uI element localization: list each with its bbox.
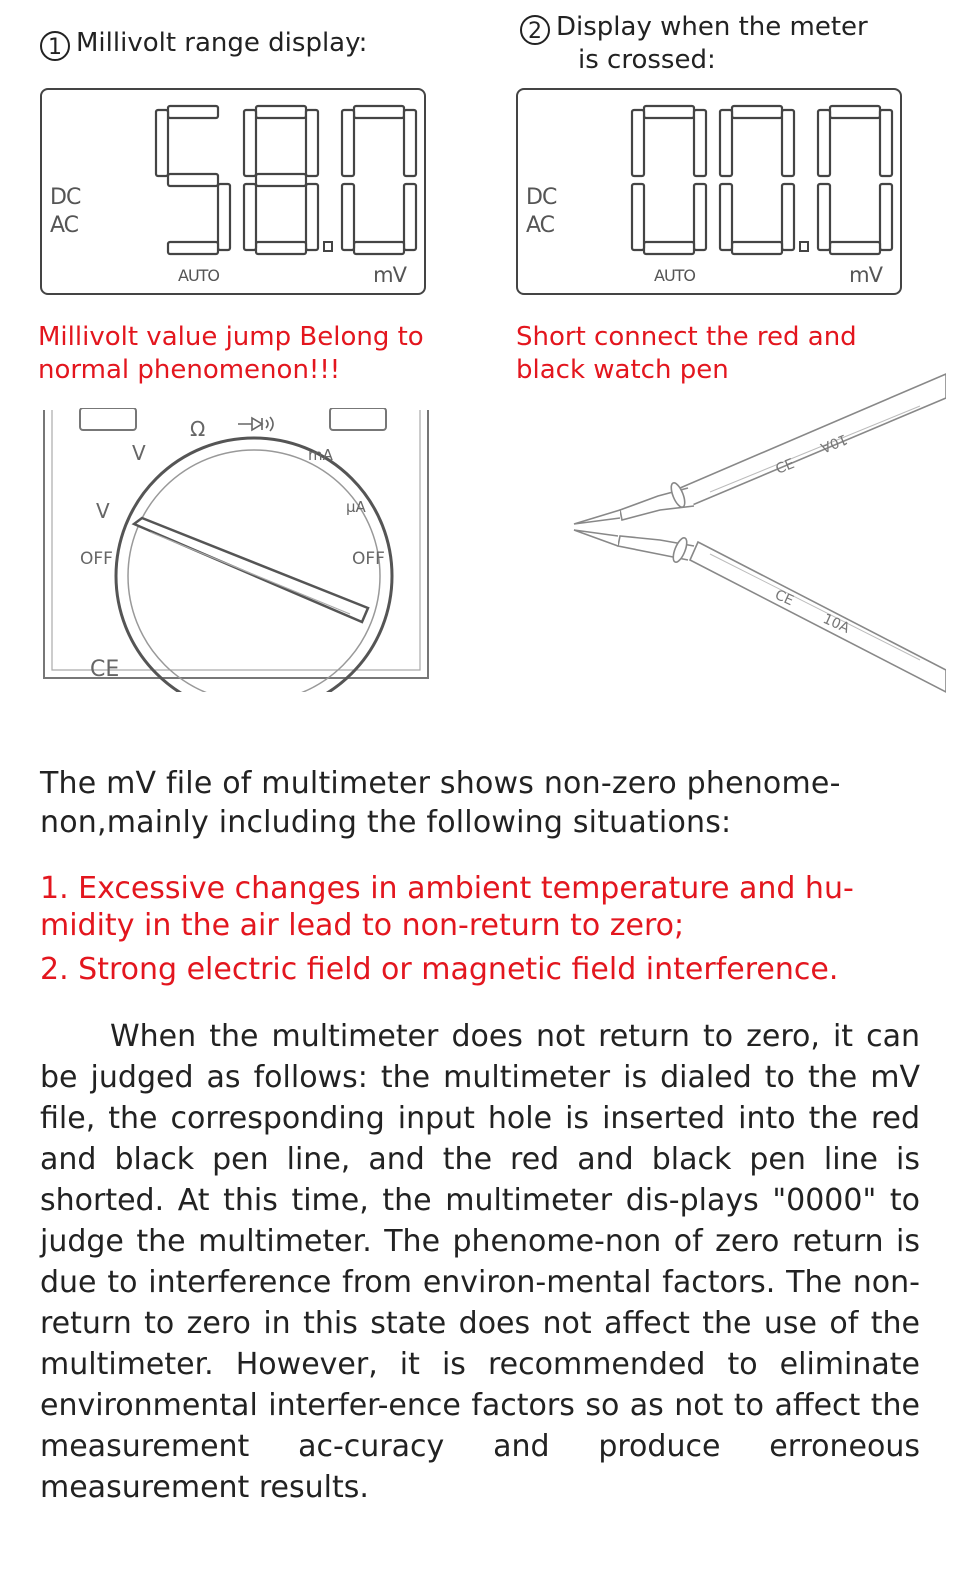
lcd-unit-label: mV <box>373 263 406 287</box>
panel2-note-line: Short connect the red and <box>516 322 857 352</box>
dc-volt-symbol: V <box>96 499 110 523</box>
probe-rating-bottom: 10A <box>820 611 852 637</box>
lcd-display-shorted <box>516 88 902 295</box>
list-item-line: 1. Excessive changes in ambient temperature and hu- <box>40 871 854 906</box>
probe-ce-mark: CE <box>773 455 797 478</box>
diode-buzzer-icon <box>238 417 273 431</box>
lcd-reading <box>150 102 420 262</box>
lcd-ac-label: AC <box>50 213 79 238</box>
panel1-note-line: Millivolt value jump Belong to <box>38 322 424 352</box>
ce-mark: CE <box>90 657 120 682</box>
panel2-heading <box>520 12 868 75</box>
panel1-note <box>38 321 424 387</box>
list-item <box>40 870 920 944</box>
situations-list <box>40 870 920 988</box>
microamp-symbol: μA <box>346 498 366 516</box>
off-right-label: OFF <box>352 549 385 569</box>
list-item <box>40 951 920 988</box>
number-badge-1: 1 <box>40 31 70 61</box>
probe-ce-mark-bottom: CE <box>772 587 796 610</box>
panel1-note-line: normal phenomenon!!! <box>38 355 341 385</box>
lcd-dc-label: DC <box>50 185 81 210</box>
intro-line: non,mainly including the following situations: <box>40 805 732 840</box>
lcd-ac-label: AC <box>526 213 555 238</box>
off-left-label: OFF <box>80 549 113 569</box>
ac-volt-symbol: V <box>132 441 146 465</box>
panel1-heading <box>40 28 367 61</box>
lcd-reading <box>626 102 896 262</box>
intro-paragraph <box>40 764 920 842</box>
number-badge-2: 2 <box>520 15 550 45</box>
panel2-heading-line2: is crossed: <box>578 45 716 75</box>
lcd-dc-label: DC <box>526 185 557 210</box>
panel2-note-line: black watch pen <box>516 355 729 385</box>
test-probes-illustration <box>560 370 946 700</box>
probe-rating-top: 10A <box>818 430 850 456</box>
explanation-paragraph: When the multimeter does not return to zero, it can be judged as follows: the multimeter is dialed to the mV file, the corresponding input hole is inserted into the red and black pen line, and the red and black pen line is shorted. At this time, the multimeter dis-plays "0000" to judge the multimeter. The phenome-non of zero return is due to interference from environ-mental factors. The non-return to zero in this state does not affect the use of the multimeter. However, it is recommended to eliminate environmental interfer-ence factors so as not to affect the measurement ac-curacy and produce erroneous measurement results. <box>40 1019 920 1505</box>
lcd-auto-label: AUTO <box>654 266 696 285</box>
intro-line: The mV file of multimeter shows non-zero phenome- <box>40 766 841 801</box>
lcd-auto-label: AUTO <box>178 266 220 285</box>
ohm-symbol: Ω <box>190 417 206 441</box>
milliamp-symbol: mA <box>308 446 333 464</box>
panel1-heading-text: Millivolt range display: <box>76 28 368 58</box>
lcd-display-millivolt <box>40 88 426 295</box>
panel2-heading-line1: Display when the meter <box>556 12 868 42</box>
list-item-line: midity in the air lead to non-return to zero; <box>40 908 685 943</box>
lcd-unit-label: mV <box>849 263 882 287</box>
multimeter-dial-illustration <box>38 408 438 692</box>
list-item-line: 2. Strong electric field or magnetic field interference. <box>40 952 839 987</box>
